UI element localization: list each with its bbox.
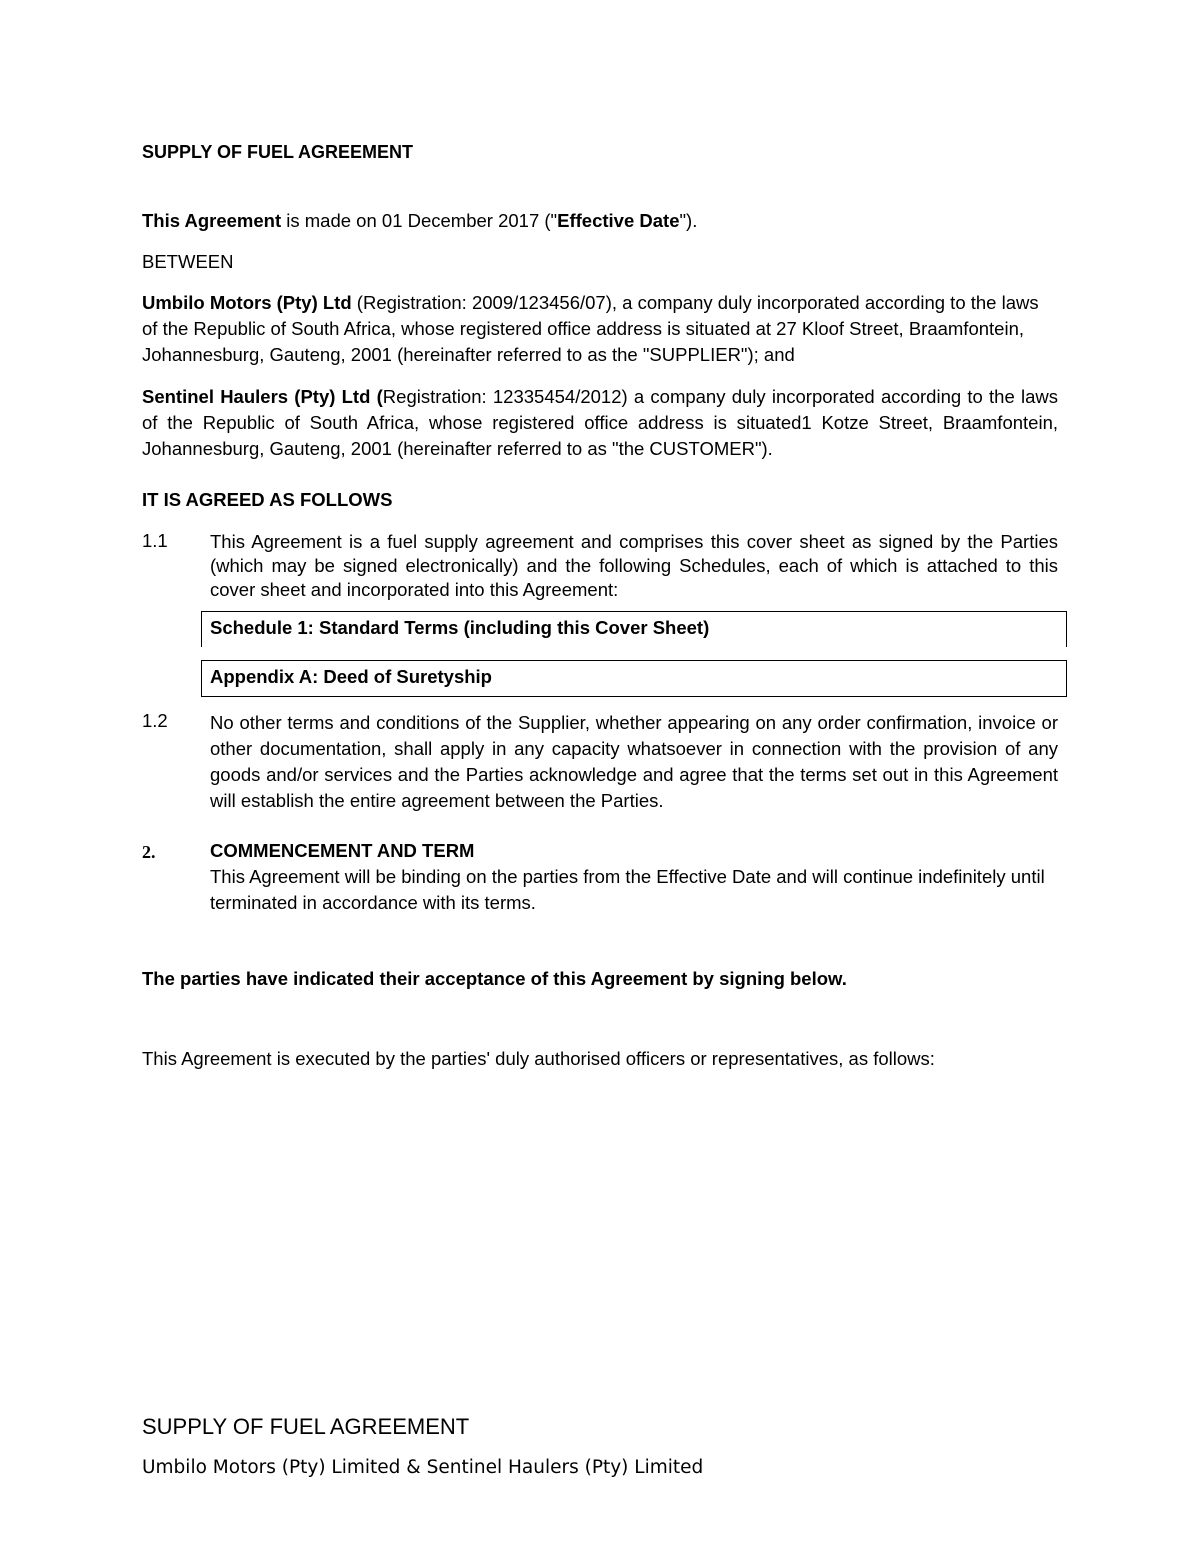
schedule-1-label: Schedule 1: Standard Terms (including this Cover Sheet) (210, 617, 710, 638)
intro-bold-effective-date: Effective Date (557, 210, 680, 231)
intro-text-close: "). (679, 210, 698, 231)
schedule-1-box (201, 611, 1067, 647)
between-label: BETWEEN (142, 251, 234, 272)
appendix-a-box (201, 660, 1067, 697)
clause-2-text: This Agreement will be binding on the parties from the Effective Date and will continue indefinitely until terminated in accordance with its terms. (210, 866, 1045, 913)
customer-details: Registration: 12335454/2012) a company duly incorporated according to the laws of the Republic of South Africa, whose registered office address is situated1 Kotze Street, Braamfontein, Johannesburg, Gauteng, 2001 (hereinafter referred to as "the CUSTOMER"). (142, 386, 1059, 459)
document-title: SUPPLY OF FUEL AGREEMENT (142, 142, 414, 162)
clause-1-1-number: 1.1 (142, 530, 168, 551)
supplier-paragraph (142, 290, 1058, 368)
customer-paragraph (142, 384, 1058, 462)
clause-2-heading: COMMENCEMENT AND TERM (210, 840, 475, 861)
acceptance-statement: The parties have indicated their acceptance of this Agreement by signing below. (142, 968, 847, 989)
agreed-heading: IT IS AGREED AS FOLLOWS (142, 489, 393, 510)
footer-parties: Umbilo Motors (Pty) Limited & Sentinel Haulers (Pty) Limited (142, 1457, 704, 1478)
supplier-name: Umbilo Motors (Pty) Ltd (142, 292, 352, 313)
intro-bold-this-agreement: This Agreement (142, 210, 282, 231)
footer-title: SUPPLY OF FUEL AGREEMENT (142, 1414, 470, 1439)
clause-1-1-text: This Agreement is a fuel supply agreement and comprises this cover sheet as signed by the Parties (which may be signed electronically) and the following Schedules, each of which is attached to this cover sheet and incorporated into this Agreement: (210, 531, 1058, 600)
clause-1-2-number: 1.2 (142, 710, 168, 731)
clause-1-2-text: No other terms and conditions of the Supplier, whether appearing on any order confirmation, invoice or other documentation, shall apply in any capacity whatsoever in connection with the provision of any goods and/or services and the Parties acknowledge and agree that the terms set out in this Agreement will establish the entire agreement between the Parties. (210, 712, 1058, 811)
clause-2-number: 2. (142, 842, 156, 862)
intro-paragraph (142, 208, 1058, 234)
intro-text-date: is made on 01 December 2017 (" (281, 210, 558, 231)
customer-name: Sentinel Haulers (Pty) Ltd ( (142, 386, 383, 407)
execution-statement: This Agreement is executed by the parties' duly authorised officers or representatives, as follows: (142, 1048, 935, 1069)
supplier-details: (Registration: 2009/123456/07), a company duly incorporated according to the laws of the Republic of South Africa, whose registered office address is situated at 27 Kloof Street, Braamfontein, Johannesburg, Gauteng, 2001 (hereinafter referred to as the "SUPPLIER"); and (142, 292, 1039, 365)
appendix-a-label: Appendix A: Deed of Suretyship (210, 666, 492, 687)
